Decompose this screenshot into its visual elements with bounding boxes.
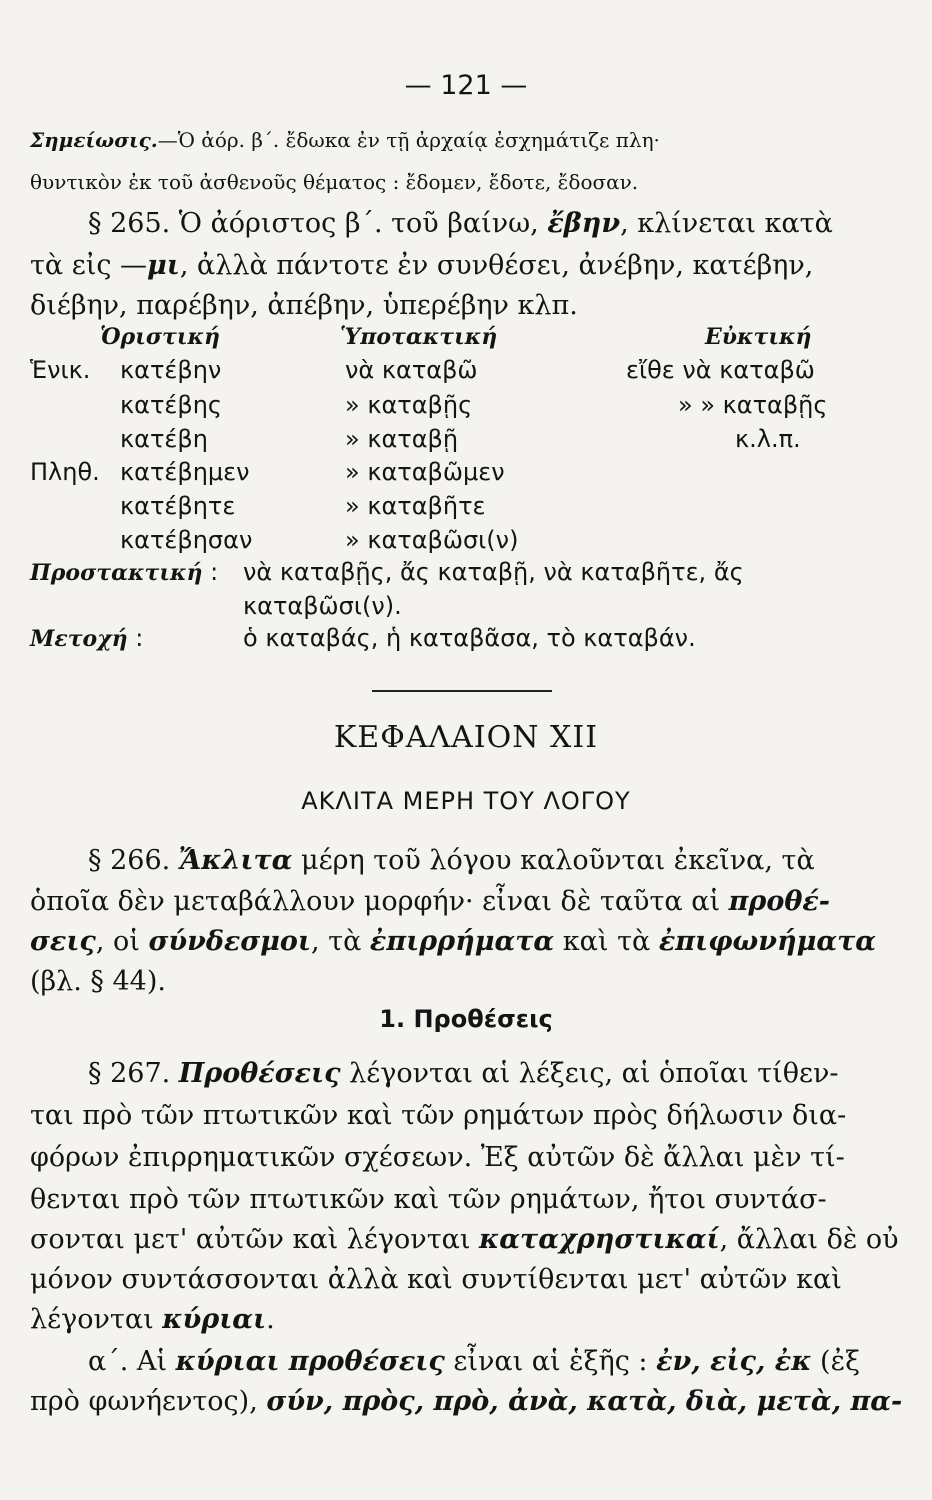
alpha-text: α΄. Αἱ <box>88 1346 167 1377</box>
p266-text: καὶ τὰ <box>562 926 651 957</box>
note-label: Σημείωσις. <box>30 128 158 152</box>
imperative-text-1: νὰ καταβῇς, ἄς καταβῇ, νὰ καταβῆτε, ἄς <box>243 558 744 586</box>
page-number: — 121 — <box>404 70 528 101</box>
row-label: Ἑνικ. <box>30 356 91 384</box>
header-eyktiki: Εὐκτική <box>705 324 812 350</box>
p265-text: § 265. Ὁ ἀόριστος β΄. τοῦ βαίνω, <box>88 208 539 239</box>
row-eyktiki: εἴθε νὰ καταβῶ <box>626 356 815 384</box>
row-eyktiki: κ.λ.π. <box>735 425 801 453</box>
row-ypotaktiki: » καταβῶμεν <box>345 458 505 486</box>
row-eyktiki: » » καταβῇς <box>678 391 828 419</box>
alpha-en-eis-ek: ἐν, εἰς, ἐκ <box>656 1346 812 1377</box>
p267-protheseis: Προθέσεις <box>178 1058 341 1089</box>
p266-seis: σεις <box>30 926 96 957</box>
row-label: Πληθ. <box>30 458 100 486</box>
participle-label-wrap: Μετοχή : <box>30 624 144 652</box>
p267-line-1 <box>88 1058 839 1089</box>
section-heading: 1. Προθέσεις <box>379 1005 553 1033</box>
header-ypotaktiki: Ὑποτακτική <box>340 324 498 350</box>
p265-text: διέβην, παρέβην, ἀπέβην, ὑπερέβην κλπ. <box>30 290 578 321</box>
p266-text: (βλ. § 44). <box>30 966 166 997</box>
participle-text: ὁ καταβάς, ἡ καταβᾶσα, τὸ καταβάν. <box>243 624 696 652</box>
p265-text: , ἀλλὰ πάντοτε ἐν συνθέσει, ἀνέβην, κατέβην, <box>179 250 814 281</box>
alpha-line-2 <box>30 1386 902 1417</box>
alpha-text: (ἐξ <box>820 1346 860 1377</box>
chapter-subtitle: ΑΚΛΙΤΑ ΜΕΡΗ ΤΟΥ ΛΟΓΟΥ <box>301 787 631 815</box>
p266-aklita: Ἄκλιτα <box>178 845 293 876</box>
p267-text: . <box>266 1304 275 1335</box>
p266-syndesmoi: σύνδεσμοι <box>148 926 311 957</box>
header-oristiki: Ὁριστική <box>100 324 220 350</box>
p267-text: λέγονται <box>30 1304 154 1335</box>
p267-line-5 <box>30 1224 899 1255</box>
p266-text: § 266. <box>88 845 171 876</box>
p265-ebin: ἔβην <box>547 208 621 239</box>
p265-line-1 <box>88 208 833 239</box>
alpha-text: εἶναι αἱ ἑξῆς : <box>453 1346 648 1377</box>
note-text-2: θυντικὸν ἐκ τοῦ ἀσθενοῦς θέματος : ἔδομεν, ἔδοτε, ἔδοσαν. <box>30 170 639 194</box>
row-ypotaktiki: » καταβῇ <box>345 425 459 453</box>
imperative-label-wrap: Προστακτική : <box>30 558 219 586</box>
p265-text: τὰ εἰς — <box>30 250 148 281</box>
row-ypotaktiki: » καταβῆτε <box>345 492 486 520</box>
p267-text: § 267. <box>88 1058 171 1089</box>
p266-line-4 <box>30 966 166 997</box>
p266-prothe: προθέ- <box>728 886 830 917</box>
horizontal-rule <box>372 690 552 692</box>
row-ypotaktiki: νὰ καταβῶ <box>345 356 478 384</box>
p267-line-7 <box>30 1304 275 1335</box>
p267-kyriai: κύριαι <box>162 1304 267 1335</box>
row-oristiki: κατέβημεν <box>120 458 250 486</box>
row-oristiki: κατέβησαν <box>120 526 253 554</box>
p267-text: σονται μετ' αὐτῶν καὶ λέγονται <box>30 1224 471 1255</box>
p266-text: μέρη τοῦ λόγου καλοῦνται ἐκεῖνα, τὰ <box>301 845 815 876</box>
row-oristiki: κατέβη <box>120 425 208 453</box>
p267-katachristikai: καταχρηστικαί <box>479 1224 720 1255</box>
p265-line-2 <box>30 250 813 281</box>
p267-line-6: μόνον συντάσσονται ἀλλὰ καὶ συντίθενται μετ' αὐτῶν καὶ <box>30 1264 842 1295</box>
p266-epirrimata: ἐπιρρήματα <box>369 926 555 957</box>
row-oristiki: κατέβην <box>120 356 222 384</box>
alpha-line-1 <box>88 1346 860 1377</box>
row-oristiki: κατέβης <box>120 391 222 419</box>
p266-line-1 <box>88 845 815 876</box>
row-ypotaktiki: » καταβῶσι(ν) <box>345 526 519 554</box>
p265-line-3 <box>30 290 578 321</box>
chapter-title: ΚΕΦΑΛΑΙΟΝ XII <box>333 720 599 755</box>
alpha-prepositions: σύν, πρὸς, πρὸ, ἀνὰ, κατὰ, διὰ, μετὰ, πα- <box>266 1386 903 1417</box>
alpha-text: πρὸ φωνήεντος), <box>30 1386 258 1417</box>
row-oristiki: κατέβητε <box>120 492 236 520</box>
p267-text: λέγονται αἱ λέξεις, αἱ ὁποῖαι τίθεν- <box>349 1058 839 1089</box>
p265-mi: μι <box>147 250 180 281</box>
p267-text: , ἄλλαι δὲ οὐ <box>719 1224 899 1255</box>
note-line-2 <box>30 170 638 194</box>
p266-line-2 <box>30 886 830 917</box>
p266-text: ὁποῖα δὲν μεταβάλλουν μορφήν· εἶναι δὲ ταῦτα αἱ <box>30 886 721 917</box>
alpha-kyriai-protheseis: κύριαι προθέσεις <box>175 1346 445 1377</box>
participle-label: Μετοχή <box>30 626 128 652</box>
p267-line-3: φόρων ἐπιρρηματικῶν σχέσεων. Ἐξ αὐτῶν δὲ ἄλλαι μὲν τί- <box>30 1142 845 1173</box>
imperative-label: Προστακτική <box>30 560 203 586</box>
p266-text: , οἱ <box>95 926 140 957</box>
row-ypotaktiki: » καταβῇς <box>345 391 473 419</box>
note-line-1 <box>30 128 660 152</box>
p266-text: , τὰ <box>310 926 362 957</box>
p266-line-3 <box>30 926 876 957</box>
p265-text: , κλίνεται κατὰ <box>620 208 833 239</box>
p267-line-4: θενται πρὸ τῶν πτωτικῶν καὶ τῶν ρημάτων, ἤτοι συντάσ- <box>30 1184 827 1215</box>
p267-line-2: ται πρὸ τῶν πτωτικῶν καὶ τῶν ρημάτων πρὸς δήλωσιν δια- <box>30 1100 847 1131</box>
p266-epifonimata: ἐπιφωνήματα <box>658 926 877 957</box>
imperative-text-2: καταβῶσι(ν). <box>243 592 402 620</box>
note-text-1: —Ὁ ἀόρ. β΄. ἔδωκα ἐν τῇ ἀρχαίᾳ ἐσχημάτιζε πλη· <box>157 128 660 152</box>
